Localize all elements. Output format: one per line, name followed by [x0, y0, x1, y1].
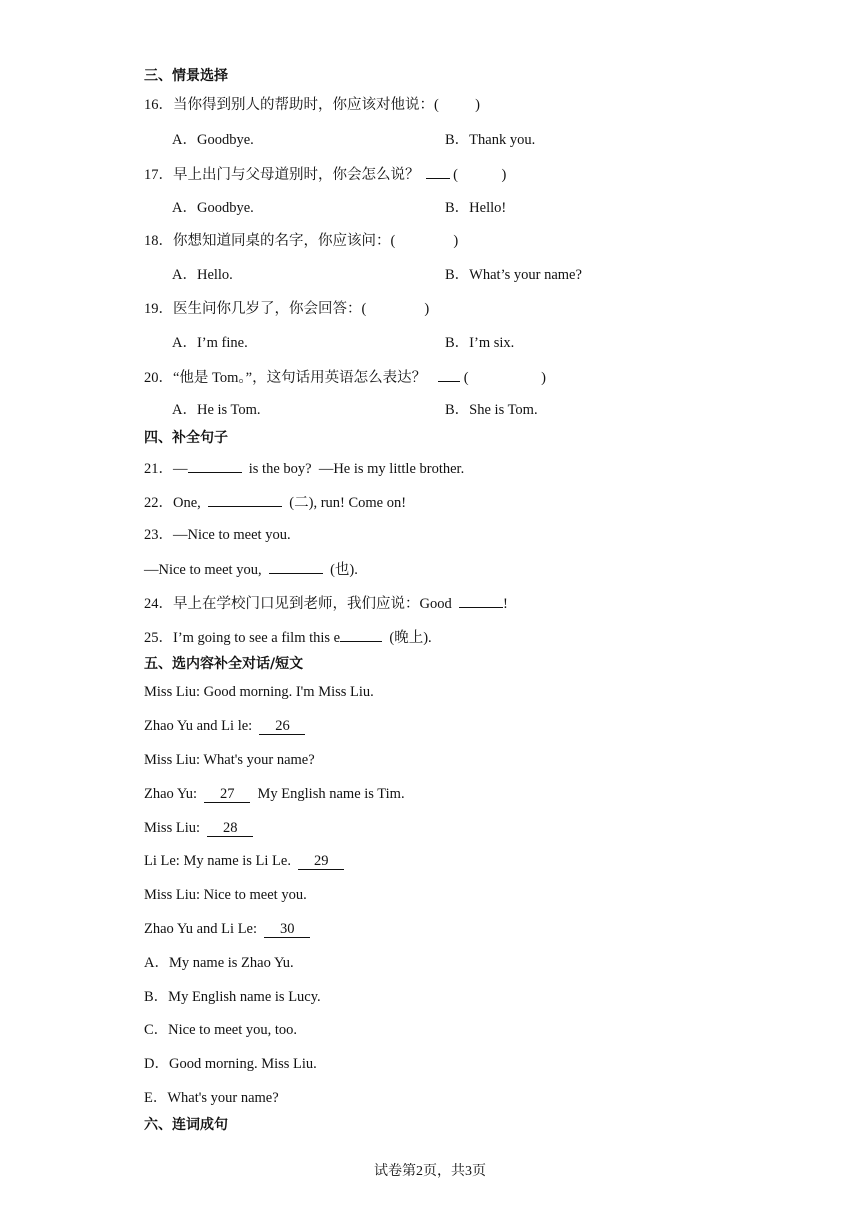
- question-23: 23．—Nice to meet you.: [144, 527, 291, 543]
- choice-a: A．My name is Zhao Yu.: [144, 955, 294, 971]
- q17-paren: ( ): [449, 167, 507, 183]
- section-heading-3: 三、情景选择: [144, 68, 228, 84]
- q25-post: (晚上).: [382, 630, 432, 646]
- q21-pre: 21．—: [144, 461, 188, 477]
- q20-answer-blank: [438, 367, 460, 382]
- q20-option-a: A．He is Tom.: [172, 402, 261, 418]
- dialogue-line-4: [144, 785, 405, 803]
- question-16: 16．当你得到别人的帮助时，你应该对他说：( ): [144, 97, 480, 113]
- choice-d: D．Good morning. Miss Liu.: [144, 1056, 317, 1072]
- section-heading-4: 四、补全句子: [144, 430, 228, 446]
- section-heading-5: 五、选内容补全对话/短文: [144, 656, 304, 672]
- section-heading-6: 六、连词成句: [144, 1117, 228, 1133]
- q18-option-a: A．Hello.: [172, 267, 233, 283]
- dialogue-blank-29: 29: [298, 853, 344, 870]
- question-19: 19．医生问你几岁了，你会回答：( ): [144, 301, 430, 317]
- q22-blank: [208, 492, 282, 507]
- q25-blank: [340, 627, 382, 642]
- q23-post: (也).: [322, 562, 358, 578]
- q19-option-b: B．I’m six.: [445, 335, 515, 351]
- dialogue-speaker-6: Li Le: My name is Li Le.: [144, 853, 299, 869]
- q17-answer-blank: [426, 164, 450, 179]
- q21-blank: [188, 458, 242, 473]
- q18-option-b: B．What’s your name?: [445, 267, 582, 283]
- dialogue-speaker-8: Zhao Yu and Li Le:: [144, 921, 265, 937]
- dialogue-line-1: Miss Liu: Good morning. I'm Miss Liu.: [144, 684, 374, 700]
- question-21: [144, 458, 464, 478]
- question-25: [144, 627, 432, 647]
- q24-post: !: [502, 596, 508, 612]
- q17-option-a: A．Goodbye.: [172, 200, 254, 216]
- dialogue-line-3: Miss Liu: What's your name?: [144, 752, 315, 768]
- q23-blank: [269, 559, 323, 574]
- q22-pre: 22．One,: [144, 495, 209, 511]
- q24-pre: 24．早上在学校门口见到老师，我们应说：Good: [144, 596, 459, 612]
- q20-option-b: B．She is Tom.: [445, 402, 538, 418]
- choice-b: B．My English name is Lucy.: [144, 989, 321, 1005]
- dialogue-line-2: [144, 717, 305, 735]
- choice-e: E．What's your name?: [144, 1090, 279, 1106]
- q20-paren: ( ): [460, 370, 546, 386]
- dialogue-speaker-4: Zhao Yu:: [144, 786, 205, 802]
- dialogue-blank-27: 27: [204, 786, 250, 803]
- q25-pre: 25．I’m going to see a film this e: [144, 630, 341, 646]
- question-18: 18．你想知道同桌的名字，你应该问：( ): [144, 233, 459, 249]
- q23-pre: —Nice to meet you,: [144, 562, 269, 578]
- question-24: [144, 593, 508, 613]
- question-23-line2: [144, 559, 358, 579]
- question-20: [144, 367, 546, 387]
- q24-blank: [459, 593, 503, 608]
- q21-post: is the boy? —He is my little brother.: [241, 461, 465, 477]
- dialogue-speaker-2: Zhao Yu and Li le:: [144, 718, 260, 734]
- dialogue-line-7: Miss Liu: Nice to meet you.: [144, 887, 307, 903]
- dialogue-line-8: [144, 920, 310, 938]
- dialogue-blank-28: 28: [207, 820, 253, 837]
- choice-c: C．Nice to meet you, too.: [144, 1022, 298, 1038]
- dialogue-blank-26: 26: [259, 718, 305, 735]
- page-footer: 试卷第2页，共3页: [374, 1164, 486, 1179]
- dialogue-line-5: [144, 819, 253, 837]
- dialogue-line-6: [144, 852, 344, 870]
- dialogue-speaker-5: Miss Liu:: [144, 820, 208, 836]
- question-17: [144, 164, 506, 184]
- q16-option-b: B．Thank you.: [445, 132, 536, 148]
- dialogue-blank-30: 30: [264, 921, 310, 938]
- question-22: [144, 492, 406, 512]
- q17-text: 17．早上出门与父母道别时，你会怎么说？: [144, 167, 420, 183]
- q20-text: 20．“他是 Tom。”，这句话用英语怎么表达？: [144, 370, 427, 386]
- q19-option-a: A．I’m fine.: [172, 335, 248, 351]
- q22-post: (二), run! Come on!: [282, 495, 407, 511]
- q17-option-b: B．Hello!: [445, 200, 507, 216]
- dialogue-text-4: My English name is Tim.: [250, 786, 405, 802]
- q16-option-a: A．Goodbye.: [172, 132, 254, 148]
